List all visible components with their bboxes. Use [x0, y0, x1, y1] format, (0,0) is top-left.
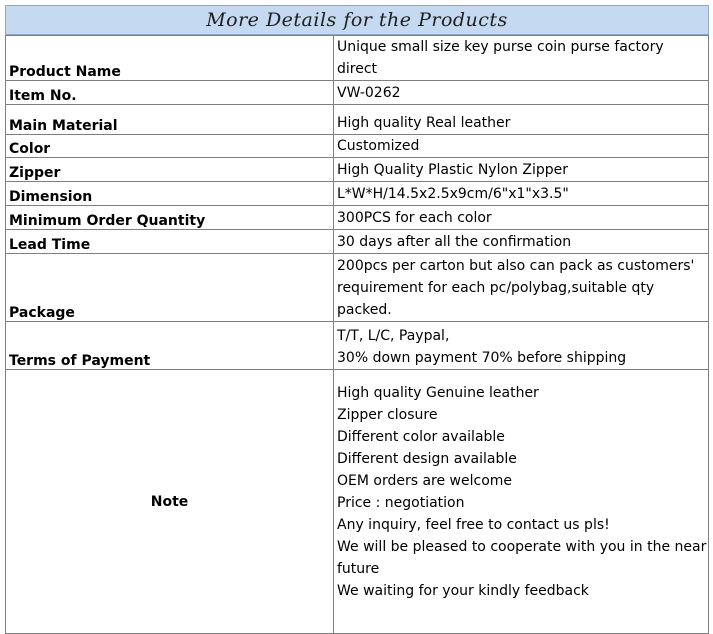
row-label-note: Note [6, 370, 334, 634]
note-line: We waiting for your kindly feedback [337, 583, 589, 599]
row-value-lead-time: 30 days after all the confirmation [334, 230, 709, 254]
row-label-item-no: Item No. [6, 81, 334, 105]
note-line: Different color available [337, 429, 505, 445]
payment-line: T/T, L/C, Paypal, [337, 328, 450, 344]
table-row [6, 81, 709, 105]
package-line: 200pcs per carton but also can pack as customers' [337, 258, 695, 274]
table-row [6, 230, 709, 254]
note-line: OEM orders are welcome [337, 473, 513, 489]
row-value-zipper: High Quality Plastic Nylon Zipper [334, 158, 709, 182]
row-label-main-material: Main Material [6, 105, 334, 135]
row-label-lead-time: Lead Time [6, 230, 334, 254]
row-value-payment [334, 322, 709, 370]
table-row [6, 135, 709, 158]
row-label-dimension: Dimension [6, 182, 334, 206]
note-line: future [337, 561, 380, 577]
table-row [6, 370, 709, 634]
row-label-payment: Terms of Payment [6, 322, 334, 370]
table-row [6, 182, 709, 206]
row-label-package: Package [6, 254, 334, 322]
row-value-product-name: Unique small size key purse coin purse factory direct [334, 36, 709, 81]
table-row [6, 158, 709, 182]
note-line: We will be pleased to cooperate with you in the near [337, 539, 707, 555]
table-row [6, 254, 709, 322]
details-table [5, 35, 709, 634]
table-row [6, 206, 709, 230]
row-value-main-material: High quality Real leather [334, 105, 709, 135]
package-line: packed. [337, 302, 392, 318]
table-row [6, 36, 709, 81]
row-label-product-name: Product Name [6, 36, 334, 81]
row-value-note [334, 370, 709, 634]
note-line: Any inquiry, feel free to contact us pls! [337, 517, 610, 533]
note-line: High quality Genuine leather [337, 385, 539, 401]
row-value-moq: 300PCS for each color [334, 206, 709, 230]
package-line: requirement for each pc/polybag,suitable qty [337, 280, 655, 296]
sheet-title: More Details for the Products [5, 5, 709, 35]
row-label-color: Color [6, 135, 334, 158]
row-value-color: Customized [334, 135, 709, 158]
row-label-zipper: Zipper [6, 158, 334, 182]
note-line: Different design available [337, 451, 517, 467]
row-value-item-no: VW-0262 [334, 81, 709, 105]
row-value-dimension: L*W*H/14.5x2.5x9cm/6"x1"x3.5" [334, 182, 709, 206]
table-row [6, 105, 709, 135]
note-line: Price : negotiation [337, 495, 465, 511]
payment-line: 30% down payment 70% before shipping [337, 350, 627, 366]
table-row [6, 322, 709, 370]
row-label-moq: Minimum Order Quantity [6, 206, 334, 230]
row-value-package [334, 254, 709, 322]
note-line: Zipper closure [337, 407, 438, 423]
